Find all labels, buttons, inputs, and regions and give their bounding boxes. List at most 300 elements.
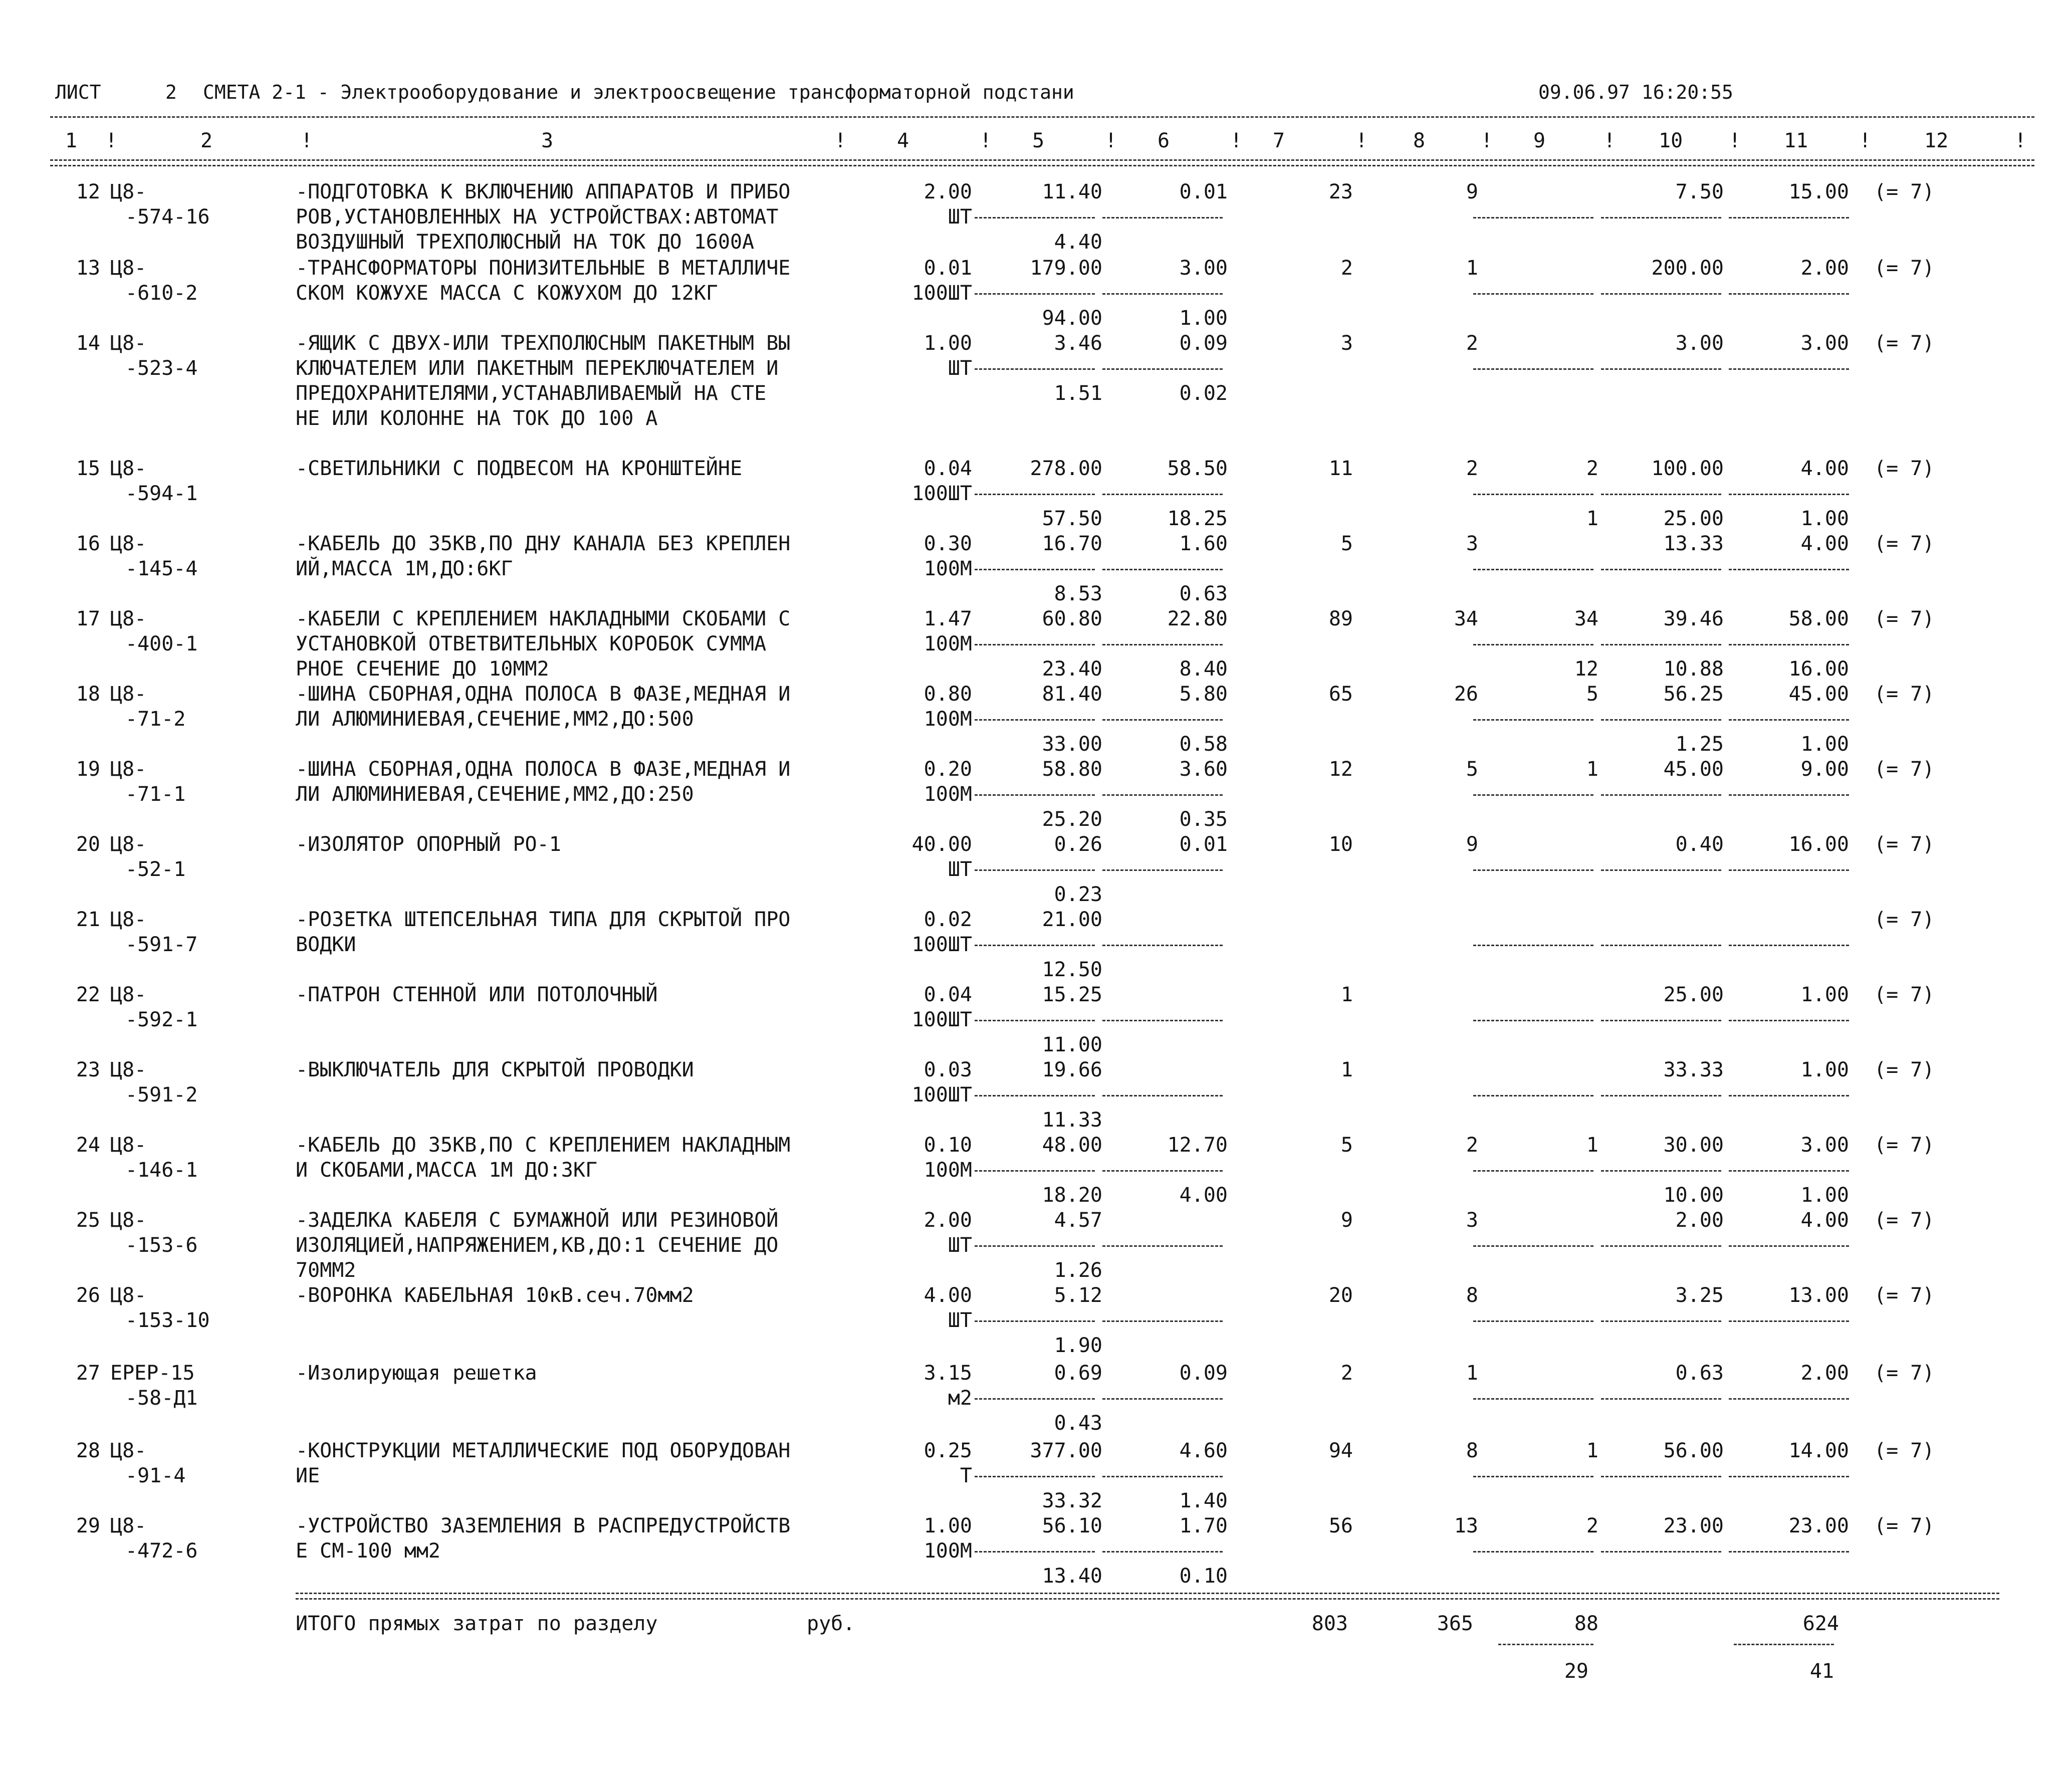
col12-ref: (= 7) [1874, 1209, 1935, 1232]
cell-divider [975, 644, 1095, 645]
cell-divider [1102, 368, 1223, 370]
col10-value: 33.33 [1663, 1058, 1724, 1081]
cell-divider [1729, 644, 1849, 645]
work-description: -ИЗОЛЯТОР ОПОРНЫЙ РО-1 [296, 833, 561, 856]
row-number: 12 [76, 180, 100, 203]
col10-value: 3.25 [1675, 1284, 1724, 1307]
col6-second: 0.63 [1179, 582, 1228, 605]
cell-divider [1102, 869, 1223, 871]
work-description: -ШИНА СБОРНАЯ,ОДНА ПОЛОСА В ФАЗЕ,МЕДНАЯ И ЛИ АЛЮМИНИЕВАЯ,СЕЧЕНИЕ,ММ2,ДО:250 [296, 758, 791, 806]
col11-value: 4.00 [1800, 532, 1849, 555]
work-description: -ЯЩИК С ДВУХ-ИЛИ ТРЕХПОЛЮСНЫМ ПАКЕТНЫМ ВЫ КЛЮЧАТЕЛЕМ ИЛИ ПАКЕТНЫМ ПЕРЕКЛЮЧАТЕЛЕМ И ПРЕДОХРАНИТЕЛЯМИ,УСТАНАВЛИВАЕМЫЙ НА СТЕ НЕ ИЛИ КОЛОННЕ НА ТОК ДО 100 А [296, 332, 791, 430]
cell-divider [975, 217, 1095, 218]
quantity: 0.01 [924, 257, 972, 280]
rate-code-suffix: -52-1 [125, 858, 186, 881]
cell-divider [1102, 1320, 1223, 1322]
col5-second: 0.43 [1054, 1412, 1102, 1435]
col8-value: 3 [1466, 532, 1478, 555]
rate-code-suffix: -71-1 [125, 783, 186, 806]
cell-divider [1102, 1551, 1223, 1552]
cell-divider [1601, 217, 1721, 218]
col9-value: 1 [1586, 758, 1598, 781]
cell-divider [1601, 569, 1721, 570]
rate-code-suffix: -574-16 [125, 205, 210, 229]
rate-code: Ц8- [110, 1514, 147, 1537]
cell-divider [1601, 1020, 1721, 1021]
cell-divider [1729, 869, 1849, 871]
cell-divider [1473, 1095, 1593, 1096]
cell-divider [1729, 1398, 1849, 1400]
cell-divider [1601, 368, 1721, 370]
cell-divider [1601, 644, 1721, 645]
col11-second: 1.00 [1800, 733, 1849, 756]
col5-value: 3.46 [1054, 332, 1102, 355]
column-separator: ! [1355, 129, 1368, 152]
col6-second: 0.35 [1179, 808, 1228, 831]
col11-value: 16.00 [1788, 833, 1849, 856]
cell-divider [1102, 1170, 1223, 1172]
total-rule [296, 1593, 1999, 1600]
col8-value: 9 [1466, 833, 1478, 856]
rate-code-suffix: -145-4 [125, 557, 198, 580]
quantity: 1.47 [924, 607, 972, 630]
column-separator: ! [980, 129, 992, 152]
col5-value: 48.00 [1042, 1134, 1102, 1157]
cell-divider [975, 569, 1095, 570]
col5-value: 60.80 [1042, 607, 1102, 630]
work-description: -ВОРОНКА КАБЕЛЬНАЯ 10кВ.сеч.70мм2 [296, 1284, 694, 1307]
cell-divider [1102, 1245, 1223, 1247]
col5-second: 11.00 [1042, 1033, 1102, 1056]
cell-divider [1601, 1398, 1721, 1400]
cell-divider [1601, 293, 1721, 295]
quantity: 0.04 [924, 983, 972, 1006]
cell-divider [1729, 1095, 1849, 1096]
unit: ШТ [948, 1234, 972, 1257]
col10-second: 25.00 [1663, 507, 1724, 530]
col11-value: 13.00 [1788, 1284, 1849, 1307]
row-number: 28 [76, 1439, 100, 1462]
total-col11: 624 [1802, 1612, 1839, 1635]
col9-value: 5 [1586, 683, 1598, 706]
col7-value: 56 [1328, 1514, 1353, 1537]
col12-ref: (= 7) [1874, 1134, 1935, 1157]
work-description: -СВЕТИЛЬНИКИ С ПОДВЕСОМ НА КРОНШТЕЙНЕ [296, 457, 743, 480]
rate-code: Ц8- [110, 180, 147, 203]
rate-code: Ц8- [110, 457, 147, 480]
column-separator: ! [2014, 129, 2027, 152]
col12-ref: (= 7) [1874, 332, 1935, 355]
cell-divider [1473, 945, 1593, 946]
rate-code-suffix: -591-2 [125, 1083, 198, 1106]
cell-divider [1729, 1170, 1849, 1172]
cell-divider [1102, 1020, 1223, 1021]
col6-second: 18.25 [1167, 507, 1228, 530]
col10-value: 56.00 [1663, 1439, 1724, 1462]
col7-value: 2 [1340, 1362, 1353, 1385]
rate-code-suffix: -400-1 [125, 632, 198, 655]
col5-second: 8.53 [1054, 582, 1102, 605]
col10-value: 100.00 [1651, 457, 1724, 480]
cell-divider [1601, 1551, 1721, 1552]
cell-divider [1102, 1095, 1223, 1096]
col5-value: 4.57 [1054, 1209, 1102, 1232]
col10-value: 3.00 [1675, 332, 1724, 355]
rate-code-suffix: -146-1 [125, 1159, 198, 1182]
column-number-6: 6 [1158, 129, 1170, 152]
column-number-5: 5 [1032, 129, 1045, 152]
cell-divider [975, 1398, 1095, 1400]
row-number: 18 [76, 683, 100, 706]
col10-value: 0.63 [1675, 1362, 1724, 1385]
col10-value: 39.46 [1663, 607, 1724, 630]
col7-value: 5 [1340, 1134, 1353, 1157]
total-col11-second: 41 [1809, 1660, 1834, 1683]
unit: Т [960, 1464, 972, 1487]
col9-value: 2 [1586, 1514, 1598, 1537]
col5-second: 13.40 [1042, 1565, 1102, 1588]
col8-value: 8 [1466, 1284, 1478, 1307]
col5-second: 4.40 [1054, 231, 1102, 254]
col9-second: 12 [1574, 657, 1598, 681]
column-separator: ! [1230, 129, 1243, 152]
col5-value: 16.70 [1042, 532, 1102, 555]
col5-second: 12.50 [1042, 958, 1102, 981]
col9-value: 1 [1586, 1439, 1598, 1462]
col8-value: 13 [1454, 1514, 1478, 1537]
column-separator: ! [105, 129, 118, 152]
col9-value: 2 [1586, 457, 1598, 480]
col6-value: 1.70 [1179, 1514, 1228, 1537]
row-number: 16 [76, 532, 100, 555]
cell-divider [1729, 217, 1849, 218]
cell-divider [975, 1245, 1095, 1247]
col5-value: 56.10 [1042, 1514, 1102, 1537]
unit: ШТ [948, 858, 972, 881]
total-label: ИТОГО прямых затрат по разделу [296, 1612, 658, 1635]
rate-code: Ц8- [110, 1284, 147, 1307]
col11-value: 2.00 [1800, 1362, 1849, 1385]
col11-second: 1.00 [1800, 507, 1849, 530]
cell-divider [1102, 293, 1223, 295]
col11-second: 16.00 [1788, 657, 1849, 681]
unit: 100ШТ [911, 1083, 972, 1106]
column-number-8: 8 [1413, 129, 1426, 152]
col12-ref: (= 7) [1874, 758, 1935, 781]
col8-value: 26 [1454, 683, 1478, 706]
col5-value: 21.00 [1042, 908, 1102, 931]
cell-divider [1102, 945, 1223, 946]
col10-value: 13.33 [1663, 532, 1724, 555]
cell-divider [1601, 494, 1721, 495]
col6-value: 0.01 [1179, 833, 1228, 856]
col6-second: 0.02 [1179, 382, 1228, 405]
col5-value: 5.12 [1054, 1284, 1102, 1307]
unit: 100М [924, 557, 972, 580]
cell-divider [1473, 719, 1593, 721]
col10-value: 30.00 [1663, 1134, 1724, 1157]
column-number-11: 11 [1784, 129, 1808, 152]
col7-value: 11 [1328, 457, 1353, 480]
rate-code-suffix: -472-6 [125, 1539, 198, 1563]
col5-value: 81.40 [1042, 683, 1102, 706]
col5-second: 33.32 [1042, 1489, 1102, 1512]
cell-divider [1473, 869, 1593, 871]
work-description: -ПОДГОТОВКА К ВКЛЮЧЕНИЮ АППАРАТОВ И ПРИБО РОВ,УСТАНОВЛЕННЫХ НА УСТРОЙСТВАХ:АВТОМАТ ВОЗДУШНЫЙ ТРЕХПОЛЮСНЫЙ НА ТОК ДО 1600А [296, 180, 791, 254]
cell-divider [1601, 1245, 1721, 1247]
cell-divider [1601, 1476, 1721, 1477]
rate-code: Ц8- [110, 1058, 147, 1081]
unit: 100М [924, 1159, 972, 1182]
col12-ref: (= 7) [1874, 1362, 1935, 1385]
cell-divider [1601, 1095, 1721, 1096]
column-number-4: 4 [897, 129, 909, 152]
quantity: 0.10 [924, 1134, 972, 1157]
cell-divider [1473, 1020, 1593, 1021]
cell-divider [1473, 1398, 1593, 1400]
column-number-7: 7 [1273, 129, 1285, 152]
quantity: 0.03 [924, 1058, 972, 1081]
row-number: 15 [76, 457, 100, 480]
rate-code: Ц8- [110, 683, 147, 706]
work-description: -КАБЕЛЬ ДО 35КВ,ПО ДНУ КАНАЛА БЕЗ КРЕПЛЕН ИЙ,МАССА 1М,ДО:6КГ [296, 532, 791, 580]
cell-divider [1473, 794, 1593, 796]
total-col11-underline [1734, 1644, 1834, 1645]
col7-value: 9 [1340, 1209, 1353, 1232]
col5-second: 18.20 [1042, 1184, 1102, 1207]
col5-second: 33.00 [1042, 733, 1102, 756]
rate-code: Ц8- [110, 908, 147, 931]
col5-value: 0.69 [1054, 1362, 1102, 1385]
cell-divider [1729, 293, 1849, 295]
rate-code-suffix: -594-1 [125, 482, 198, 505]
rate-code-suffix: -91-4 [125, 1464, 186, 1487]
cell-divider [1102, 794, 1223, 796]
rate-code: Ц8- [110, 607, 147, 630]
col6-value: 5.80 [1179, 683, 1228, 706]
cell-divider [1102, 1476, 1223, 1477]
cell-divider [975, 494, 1095, 495]
rate-code-suffix: -523-4 [125, 357, 198, 380]
row-number: 20 [76, 833, 100, 856]
cell-divider [1729, 494, 1849, 495]
col6-value: 22.80 [1167, 607, 1228, 630]
column-header-rule [50, 159, 2034, 166]
col8-value: 34 [1454, 607, 1478, 630]
rate-code-suffix: -153-6 [125, 1234, 198, 1257]
col11-value: 2.00 [1800, 257, 1849, 280]
col5-value: 19.66 [1042, 1058, 1102, 1081]
work-description: -ВЫКЛЮЧАТЕЛЬ ДЛЯ СКРЫТОЙ ПРОВОДКИ [296, 1058, 694, 1081]
col12-ref: (= 7) [1874, 532, 1935, 555]
cell-divider [1601, 945, 1721, 946]
rate-code: Ц8- [110, 833, 147, 856]
col7-value: 12 [1328, 758, 1353, 781]
work-description: -КОНСТРУКЦИИ МЕТАЛЛИЧЕСКИЕ ПОД ОБОРУДОВАН ИЕ [296, 1439, 791, 1487]
cell-divider [1601, 1320, 1721, 1322]
quantity: 2.00 [924, 1209, 972, 1232]
col6-second: 1.40 [1179, 1489, 1228, 1512]
print-datetime: 09.06.97 16:20:55 [1538, 81, 1733, 103]
row-number: 19 [76, 758, 100, 781]
work-description: -ЗАДЕЛКА КАБЕЛЯ С БУМАЖНОЙ ИЛИ РЕЗИНОВОЙ ИЗОЛЯЦИЕЙ,НАПРЯЖЕНИЕМ,КВ,ДО:1 СЕЧЕНИЕ ДО 70ММ2 [296, 1209, 779, 1282]
rate-code: Ц8- [110, 257, 147, 280]
cell-divider [1729, 1020, 1849, 1021]
column-separator: ! [1105, 129, 1117, 152]
col12-ref: (= 7) [1874, 683, 1935, 706]
col6-value: 3.00 [1179, 257, 1228, 280]
col5-value: 15.25 [1042, 983, 1102, 1006]
cell-divider [975, 719, 1095, 721]
column-separator: ! [1603, 129, 1616, 152]
col8-value: 1 [1466, 1362, 1478, 1385]
unit: 100ШТ [911, 933, 972, 956]
col11-value: 1.00 [1800, 983, 1849, 1006]
total-currency: руб. [807, 1612, 855, 1635]
cell-divider [1473, 569, 1593, 570]
cell-divider [1473, 644, 1593, 645]
col5-value: 179.00 [1030, 257, 1102, 280]
cell-divider [1473, 1476, 1593, 1477]
cell-divider [1102, 569, 1223, 570]
work-description: -УСТРОЙСТВО ЗАЗЕМЛЕНИЯ В РАСПРЕДУСТРОЙСТВ Е СМ-100 мм2 [296, 1514, 791, 1563]
cell-divider [1729, 1320, 1849, 1322]
col11-value: 14.00 [1788, 1439, 1849, 1462]
col11-value: 4.00 [1800, 1209, 1849, 1232]
document-title: СМЕТА 2-1 - Электрооборудование и электроосвещение трансформаторной подстани [203, 81, 1074, 103]
col8-value: 3 [1466, 1209, 1478, 1232]
col8-value: 5 [1466, 758, 1478, 781]
quantity: 2.00 [924, 180, 972, 203]
col5-value: 278.00 [1030, 457, 1102, 480]
cell-divider [1473, 217, 1593, 218]
col11-value: 58.00 [1788, 607, 1849, 630]
col5-value: 377.00 [1030, 1439, 1102, 1462]
col12-ref: (= 7) [1874, 457, 1935, 480]
cell-divider [975, 368, 1095, 370]
cell-divider [1601, 869, 1721, 871]
col9-second: 1 [1586, 507, 1598, 530]
col5-second: 0.23 [1054, 883, 1102, 906]
col6-value: 1.60 [1179, 532, 1228, 555]
col6-second: 8.40 [1179, 657, 1228, 681]
cell-divider [975, 1476, 1095, 1477]
col6-second: 0.58 [1179, 733, 1228, 756]
cell-divider [1729, 368, 1849, 370]
cell-divider [1473, 1245, 1593, 1247]
col10-second: 10.88 [1663, 657, 1724, 681]
col11-value: 9.00 [1800, 758, 1849, 781]
unit: 100М [924, 708, 972, 731]
quantity: 0.80 [924, 683, 972, 706]
work-description: -РОЗЕТКА ШТЕПСЕЛЬНАЯ ТИПА ДЛЯ СКРЫТОЙ ПРО ВОДКИ [296, 908, 791, 956]
column-number-3: 3 [541, 129, 554, 152]
cell-divider [1473, 293, 1593, 295]
total-col7: 803 [1311, 1612, 1348, 1635]
col10-value: 25.00 [1663, 983, 1724, 1006]
col10-value: 23.00 [1663, 1514, 1724, 1537]
rate-code-suffix: -153-10 [125, 1309, 210, 1332]
row-number: 21 [76, 908, 100, 931]
quantity: 40.00 [911, 833, 972, 856]
col12-ref: (= 7) [1874, 607, 1935, 630]
col8-value: 9 [1466, 180, 1478, 203]
rate-code: Ц8- [110, 1134, 147, 1157]
cell-divider [975, 1170, 1095, 1172]
cell-divider [975, 794, 1095, 796]
col8-value: 2 [1466, 457, 1478, 480]
cell-divider [975, 1095, 1095, 1096]
cell-divider [1729, 1551, 1849, 1552]
quantity: 1.00 [924, 332, 972, 355]
col9-value: 1 [1586, 1134, 1598, 1157]
col12-ref: (= 7) [1874, 983, 1935, 1006]
col9-value: 34 [1574, 607, 1598, 630]
col5-second: 1.51 [1054, 382, 1102, 405]
cell-divider [975, 1551, 1095, 1552]
row-number: 24 [76, 1134, 100, 1157]
col5-second: 23.40 [1042, 657, 1102, 681]
cell-divider [1473, 1551, 1593, 1552]
col12-ref: (= 7) [1874, 1284, 1935, 1307]
work-description: -Изолирующая решетка [296, 1362, 537, 1385]
col11-value: 3.00 [1800, 332, 1849, 355]
col7-value: 5 [1340, 532, 1353, 555]
col8-value: 1 [1466, 257, 1478, 280]
column-number-10: 10 [1659, 129, 1683, 152]
row-number: 13 [76, 257, 100, 280]
cell-divider [1102, 644, 1223, 645]
col10-second: 1.25 [1675, 733, 1724, 756]
rate-code-suffix: -592-1 [125, 1008, 198, 1031]
quantity: 0.02 [924, 908, 972, 931]
col6-second: 4.00 [1179, 1184, 1228, 1207]
cell-divider [1729, 719, 1849, 721]
cell-divider [1102, 494, 1223, 495]
rate-code: Ц8- [110, 983, 147, 1006]
column-number-1: 1 [65, 129, 78, 152]
col6-value: 58.50 [1167, 457, 1228, 480]
column-separator: ! [1859, 129, 1872, 152]
unit: ШТ [948, 205, 972, 229]
col5-second: 94.00 [1042, 307, 1102, 330]
col8-value: 8 [1466, 1439, 1478, 1462]
total-col9-underline [1498, 1644, 1593, 1645]
row-number: 26 [76, 1284, 100, 1307]
col10-value: 7.50 [1675, 180, 1724, 203]
cell-divider [975, 293, 1095, 295]
col7-value: 3 [1340, 332, 1353, 355]
col7-value: 20 [1328, 1284, 1353, 1307]
quantity: 0.04 [924, 457, 972, 480]
cell-divider [1729, 945, 1849, 946]
quantity: 0.20 [924, 758, 972, 781]
col5-second: 57.50 [1042, 507, 1102, 530]
col11-second: 1.00 [1800, 1184, 1849, 1207]
unit: м2 [948, 1387, 972, 1410]
cell-divider [1601, 719, 1721, 721]
col12-ref: (= 7) [1874, 257, 1935, 280]
work-description: -ШИНА СБОРНАЯ,ОДНА ПОЛОСА В ФАЗЕ,МЕДНАЯ И ЛИ АЛЮМИНИЕВАЯ,СЕЧЕНИЕ,ММ2,ДО:500 [296, 683, 791, 731]
col12-ref: (= 7) [1874, 908, 1935, 931]
total-col8: 365 [1437, 1612, 1473, 1635]
col6-second: 0.10 [1179, 1565, 1228, 1588]
col11-value: 4.00 [1800, 457, 1849, 480]
work-description: -ПАТРОН СТЕННОЙ ИЛИ ПОТОЛОЧНЫЙ [296, 983, 658, 1006]
cell-divider [975, 1320, 1095, 1322]
cell-divider [975, 869, 1095, 871]
column-separator: ! [834, 129, 847, 152]
